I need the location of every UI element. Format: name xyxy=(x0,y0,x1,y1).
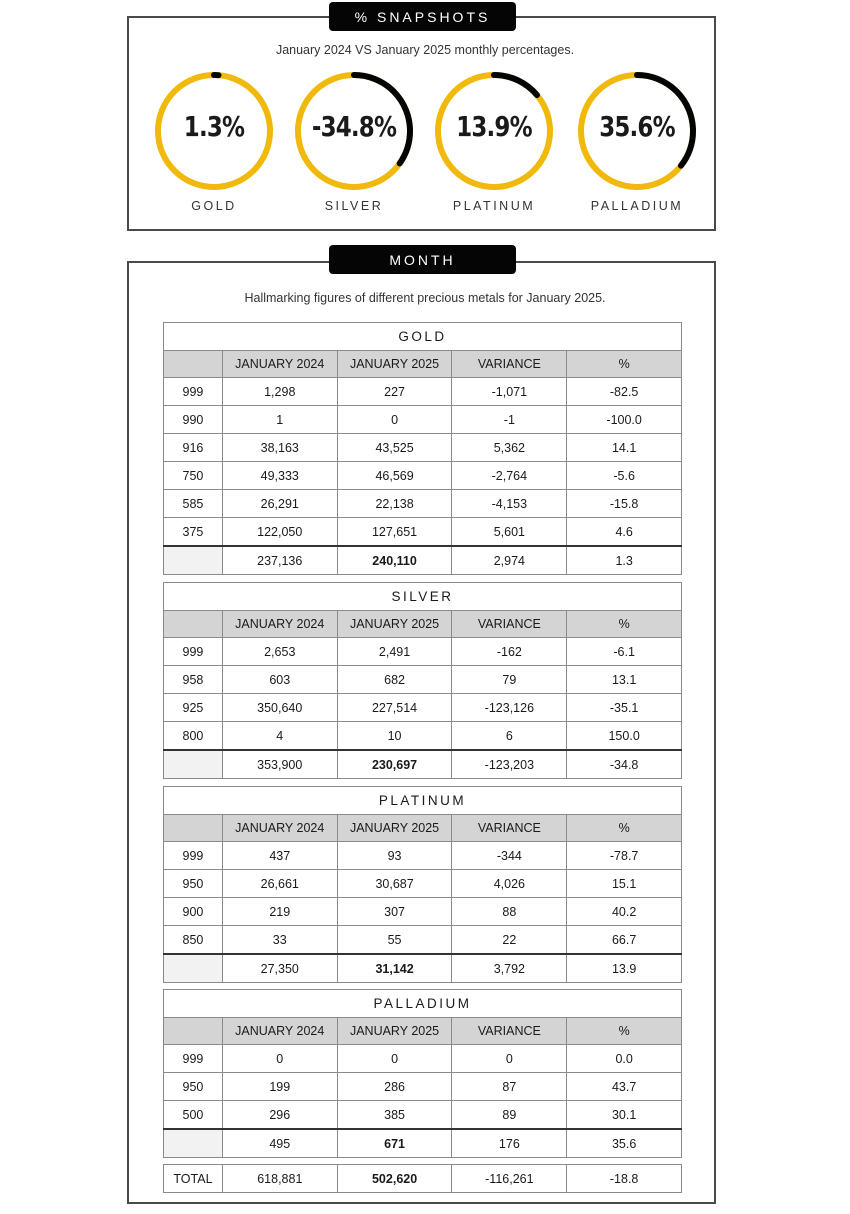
table-cell: 0 xyxy=(337,406,452,434)
table-header-row xyxy=(164,815,682,842)
gauge-value: 13.9% xyxy=(456,110,532,143)
grand-total-table xyxy=(163,1164,682,1193)
palladium-table xyxy=(163,989,682,1158)
table-cell: -35.1 xyxy=(567,694,682,722)
gold-table xyxy=(163,322,682,575)
column-header: VARIANCE xyxy=(452,1018,567,1045)
table-cell: -344 xyxy=(452,842,567,870)
grand-total-row xyxy=(164,1165,682,1193)
table-cell: -162 xyxy=(452,638,567,666)
column-header: % xyxy=(567,815,682,842)
table-cell: 26,661 xyxy=(222,870,337,898)
column-header: JANUARY 2025 xyxy=(337,351,452,378)
gauge-value: 35.6% xyxy=(599,110,675,143)
table-title: SILVER xyxy=(164,583,682,611)
table-row xyxy=(164,1073,682,1101)
table-cell: 999 xyxy=(164,842,223,870)
subtotal-cell-bold: 31,142 xyxy=(375,961,414,976)
subtotal-cell-bold: 671 xyxy=(384,1136,405,1151)
table-row xyxy=(164,1045,682,1073)
table-row xyxy=(164,694,682,722)
table-cell: 375 xyxy=(164,518,223,547)
table-cell: 990 xyxy=(164,406,223,434)
table-cell: 950 xyxy=(164,1073,223,1101)
column-header: JANUARY 2024 xyxy=(222,351,337,378)
gauge-gold xyxy=(153,70,275,220)
table-cell: 1 xyxy=(222,406,337,434)
column-header xyxy=(164,815,223,842)
platinum-table xyxy=(163,786,682,983)
table-cell: 219 xyxy=(222,898,337,926)
subtotal-cell xyxy=(164,954,223,983)
subtotal-cell xyxy=(337,546,452,575)
subtotal-cell xyxy=(337,1129,452,1158)
table-cell: 585 xyxy=(164,490,223,518)
total-cell: 618,881 xyxy=(222,1165,337,1193)
table-cell: -5.6 xyxy=(567,462,682,490)
table-cell: 38,163 xyxy=(222,434,337,462)
column-header: JANUARY 2025 xyxy=(337,815,452,842)
table-cell: 4.6 xyxy=(567,518,682,547)
gauge-value: 1.3% xyxy=(183,110,245,143)
table-cell: 55 xyxy=(337,926,452,955)
table-cell: -78.7 xyxy=(567,842,682,870)
subtotal-cell xyxy=(337,954,452,983)
column-header: VARIANCE xyxy=(452,611,567,638)
table-cell: 46,569 xyxy=(337,462,452,490)
table-cell: 0 xyxy=(452,1045,567,1073)
table-cell: 227,514 xyxy=(337,694,452,722)
table-title: PLATINUM xyxy=(164,787,682,815)
table-cell: 87 xyxy=(452,1073,567,1101)
subtotal-cell: 495 xyxy=(222,1129,337,1158)
gauge-label: PLATINUM xyxy=(452,199,536,213)
table-cell: 150.0 xyxy=(567,722,682,751)
column-header: JANUARY 2024 xyxy=(222,815,337,842)
table-cell: 227 xyxy=(337,378,452,406)
table-cell: 22,138 xyxy=(337,490,452,518)
table-row xyxy=(164,722,682,751)
table-cell: 916 xyxy=(164,434,223,462)
table-row xyxy=(164,406,682,434)
table-row xyxy=(164,518,682,547)
table-cell: 122,050 xyxy=(222,518,337,547)
table-cell: 4,026 xyxy=(452,870,567,898)
table-cell: 33 xyxy=(222,926,337,955)
subtotal-cell: 237,136 xyxy=(222,546,337,575)
month-subtitle: Hallmarking figures of different precious metals for January 2025. xyxy=(244,291,606,305)
silver-table xyxy=(163,582,682,779)
snapshots-tag: % SNAPSHOTS xyxy=(329,2,516,31)
gauge-silver xyxy=(293,70,415,220)
column-header: JANUARY 2025 xyxy=(337,1018,452,1045)
total-cell: -116,261 xyxy=(452,1165,567,1193)
table-cell: 13.1 xyxy=(567,666,682,694)
table-cell: 2,491 xyxy=(337,638,452,666)
table-cell: 26,291 xyxy=(222,490,337,518)
total-cell: TOTAL xyxy=(164,1165,223,1193)
table-cell: 958 xyxy=(164,666,223,694)
table-cell: 127,651 xyxy=(337,518,452,547)
table-cell: 0 xyxy=(337,1045,452,1073)
table-cell: 286 xyxy=(337,1073,452,1101)
subtotal-row xyxy=(164,954,682,983)
table-cell: 950 xyxy=(164,870,223,898)
table-cell: 88 xyxy=(452,898,567,926)
table-cell: 30.1 xyxy=(567,1101,682,1130)
subtotal-row xyxy=(164,546,682,575)
table-title-row xyxy=(164,787,682,815)
subtotal-cell: 27,350 xyxy=(222,954,337,983)
table-cell: -6.1 xyxy=(567,638,682,666)
column-header: JANUARY 2024 xyxy=(222,1018,337,1045)
subtotal-cell: -34.8 xyxy=(567,750,682,779)
column-header xyxy=(164,1018,223,1045)
table-title-row xyxy=(164,990,682,1018)
total-cell-bold: 502,620 xyxy=(371,1171,418,1186)
table-title: PALLADIUM xyxy=(164,990,682,1018)
subtotal-cell: 3,792 xyxy=(452,954,567,983)
table-cell: -15.8 xyxy=(567,490,682,518)
table-cell: 79 xyxy=(452,666,567,694)
snapshots-subtitle: January 2024 VS January 2025 monthly percentages. xyxy=(275,43,575,57)
subtotal-cell xyxy=(164,1129,223,1158)
table-cell: 0 xyxy=(222,1045,337,1073)
table-cell: 93 xyxy=(337,842,452,870)
gauge-label: PALLADIUM xyxy=(590,199,684,213)
table-cell: 437 xyxy=(222,842,337,870)
table-cell: 800 xyxy=(164,722,223,751)
column-header: % xyxy=(567,1018,682,1045)
table-header-row xyxy=(164,1018,682,1045)
gauge-platinum xyxy=(433,70,555,220)
table-cell: 1,298 xyxy=(222,378,337,406)
table-row xyxy=(164,638,682,666)
table-cell: 2,653 xyxy=(222,638,337,666)
table-row xyxy=(164,898,682,926)
table-title: GOLD xyxy=(164,323,682,351)
subtotal-row xyxy=(164,750,682,779)
table-cell: 22 xyxy=(452,926,567,955)
column-header: VARIANCE xyxy=(452,815,567,842)
total-cell: -18.8 xyxy=(567,1165,682,1193)
gauge-label: GOLD xyxy=(191,199,237,213)
table-cell: 500 xyxy=(164,1101,223,1130)
table-cell: 10 xyxy=(337,722,452,751)
subtotal-cell xyxy=(164,750,223,779)
column-header xyxy=(164,351,223,378)
table-cell: -1,071 xyxy=(452,378,567,406)
table-row xyxy=(164,490,682,518)
table-cell: 6 xyxy=(452,722,567,751)
table-cell: -100.0 xyxy=(567,406,682,434)
subtotal-cell: 13.9 xyxy=(567,954,682,983)
table-cell: 925 xyxy=(164,694,223,722)
table-cell: 385 xyxy=(337,1101,452,1130)
table-header-row xyxy=(164,611,682,638)
table-title-row xyxy=(164,583,682,611)
table-row xyxy=(164,842,682,870)
column-header: JANUARY 2025 xyxy=(337,611,452,638)
table-cell: 43,525 xyxy=(337,434,452,462)
table-cell: 89 xyxy=(452,1101,567,1130)
column-header: JANUARY 2024 xyxy=(222,611,337,638)
column-header xyxy=(164,611,223,638)
table-row xyxy=(164,926,682,955)
table-row xyxy=(164,870,682,898)
table-row xyxy=(164,666,682,694)
subtotal-cell: 2,974 xyxy=(452,546,567,575)
subtotal-cell: 353,900 xyxy=(222,750,337,779)
table-cell: 199 xyxy=(222,1073,337,1101)
table-row xyxy=(164,462,682,490)
table-cell: -2,764 xyxy=(452,462,567,490)
table-cell: 603 xyxy=(222,666,337,694)
subtotal-cell-bold: 230,697 xyxy=(371,757,418,772)
table-cell: -1 xyxy=(452,406,567,434)
table-cell: 900 xyxy=(164,898,223,926)
table-cell: -4,153 xyxy=(452,490,567,518)
table-cell: 15.1 xyxy=(567,870,682,898)
subtotal-cell xyxy=(164,546,223,575)
table-cell: 40.2 xyxy=(567,898,682,926)
gauge-label: SILVER xyxy=(324,199,384,213)
subtotal-cell xyxy=(337,750,452,779)
table-cell: 14.1 xyxy=(567,434,682,462)
gauge-palladium xyxy=(576,70,698,220)
subtotal-row xyxy=(164,1129,682,1158)
table-cell: 43.7 xyxy=(567,1073,682,1101)
table-cell: 999 xyxy=(164,1045,223,1073)
table-cell: 307 xyxy=(337,898,452,926)
table-cell: 0.0 xyxy=(567,1045,682,1073)
month-tag: MONTH xyxy=(329,245,516,274)
subtotal-cell-bold: 240,110 xyxy=(372,553,417,568)
table-cell: 999 xyxy=(164,638,223,666)
subtotal-cell: 35.6 xyxy=(567,1129,682,1158)
table-cell: 49,333 xyxy=(222,462,337,490)
table-cell: -123,126 xyxy=(452,694,567,722)
table-cell: 350,640 xyxy=(222,694,337,722)
subtotal-cell: 1.3 xyxy=(567,546,682,575)
table-cell: 66.7 xyxy=(567,926,682,955)
table-cell: -82.5 xyxy=(567,378,682,406)
table-cell: 4 xyxy=(222,722,337,751)
table-row xyxy=(164,434,682,462)
table-cell: 5,601 xyxy=(452,518,567,547)
table-header-row xyxy=(164,351,682,378)
column-header: VARIANCE xyxy=(452,351,567,378)
column-header: % xyxy=(567,351,682,378)
table-row xyxy=(164,378,682,406)
table-cell: 999 xyxy=(164,378,223,406)
subtotal-cell: 176 xyxy=(452,1129,567,1158)
column-header: % xyxy=(567,611,682,638)
total-cell xyxy=(337,1165,452,1193)
table-cell: 5,362 xyxy=(452,434,567,462)
table-cell: 296 xyxy=(222,1101,337,1130)
table-title-row xyxy=(164,323,682,351)
subtotal-cell: -123,203 xyxy=(452,750,567,779)
table-cell: 682 xyxy=(337,666,452,694)
table-cell: 850 xyxy=(164,926,223,955)
table-row xyxy=(164,1101,682,1130)
table-cell: 750 xyxy=(164,462,223,490)
table-cell: 30,687 xyxy=(337,870,452,898)
gauge-value: -34.8% xyxy=(311,110,397,143)
